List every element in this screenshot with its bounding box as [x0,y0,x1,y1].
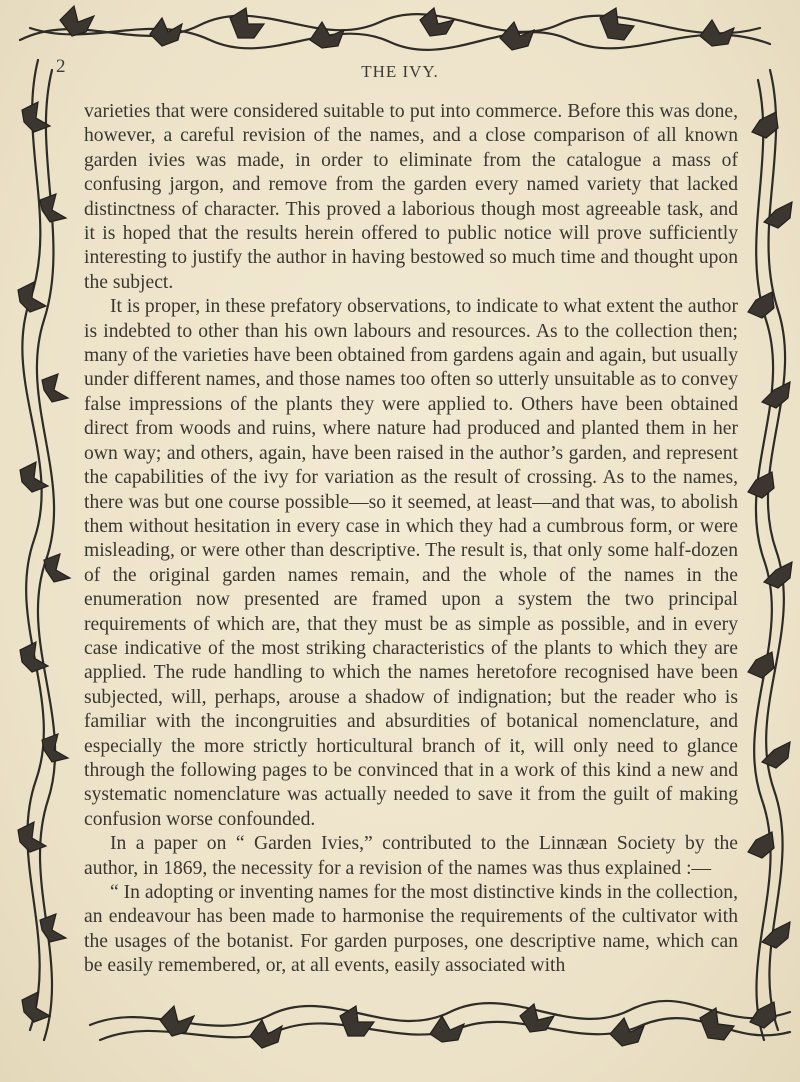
paragraph-2: It is proper, in these prefatory observations, to indicate to what extent the author is indebted to other than his own labours and resources. As to the collection then; many of the varieties have been obtained from gardens again and again, but usually under different names, and those names too often so utterly unsuitable as to convey false impressions of the plants they were applied to. Others have been obtained direct from woods and ruins, where nature had produced and planted them in her own way; and others, again, have been raised in the author’s garden, and represent the capabilities of the ivy for variation as the result of crossing. As to the names, there was but one course possible—so it seemed, at least—and that was, to abolish them without hesitation in every case in which they had a cumbrous form, or were misleading, or were other than descriptive. The result is, that only some half-dozen of the original garden names remain, and the whole of the names in the enumeration now presented are framed upon a system the two principal requirements of which are, that they must be as simple as possible, and in every case indicative of the most striking characteristics of the plants to which they are applied. The rude handling to which the names heretofore recognised have been subjected, will, perhaps, arouse a shadow of indignation; but the reader who is familiar with the incongruities and absurdities of botanical nomenclature, and especially the more strictly horticultural branch of it, will only need to glance through the following pages to be convinced that in a work of this kind a new and systematic nomenclature was actually needed to save it from the guilt of making confusion worse confounded. [84,296,738,830]
page-number: 2 [56,56,66,77]
paragraph-3: In a paper on “ Garden Ivies,” contributed to the Linnæan Society by the author, in 1869, the necessity for a revision of the names was thus explained :— [84,833,738,879]
paragraph-1: varieties that were considered suitable to put into commerce. Before this was done, however, a careful revision of the names, and a close comparison of all known garden ivies was made, in order to eliminate from the catalogue a mass of confusing jargon, and remove from the garden every named variety that lacked distinctness of character. This proved a laborious though most agreeable task, and it is hoped that the results herein offered to public notice will prove sufficiently interesting to justify the author in having bestowed so much time and thought upon the subject. [84,101,738,293]
running-head: THE IVY. [361,62,439,81]
body-text [84,100,738,979]
paragraph-4: “ In adopting or inventing names for the most distinctive kinds in the collection, an endeavour has been made to harmonise the requirements of the cultivator with the usages of the botanist. For garden purposes, one descriptive name, which can be easily remembered, or, at all events, easily associated with [84,882,738,977]
